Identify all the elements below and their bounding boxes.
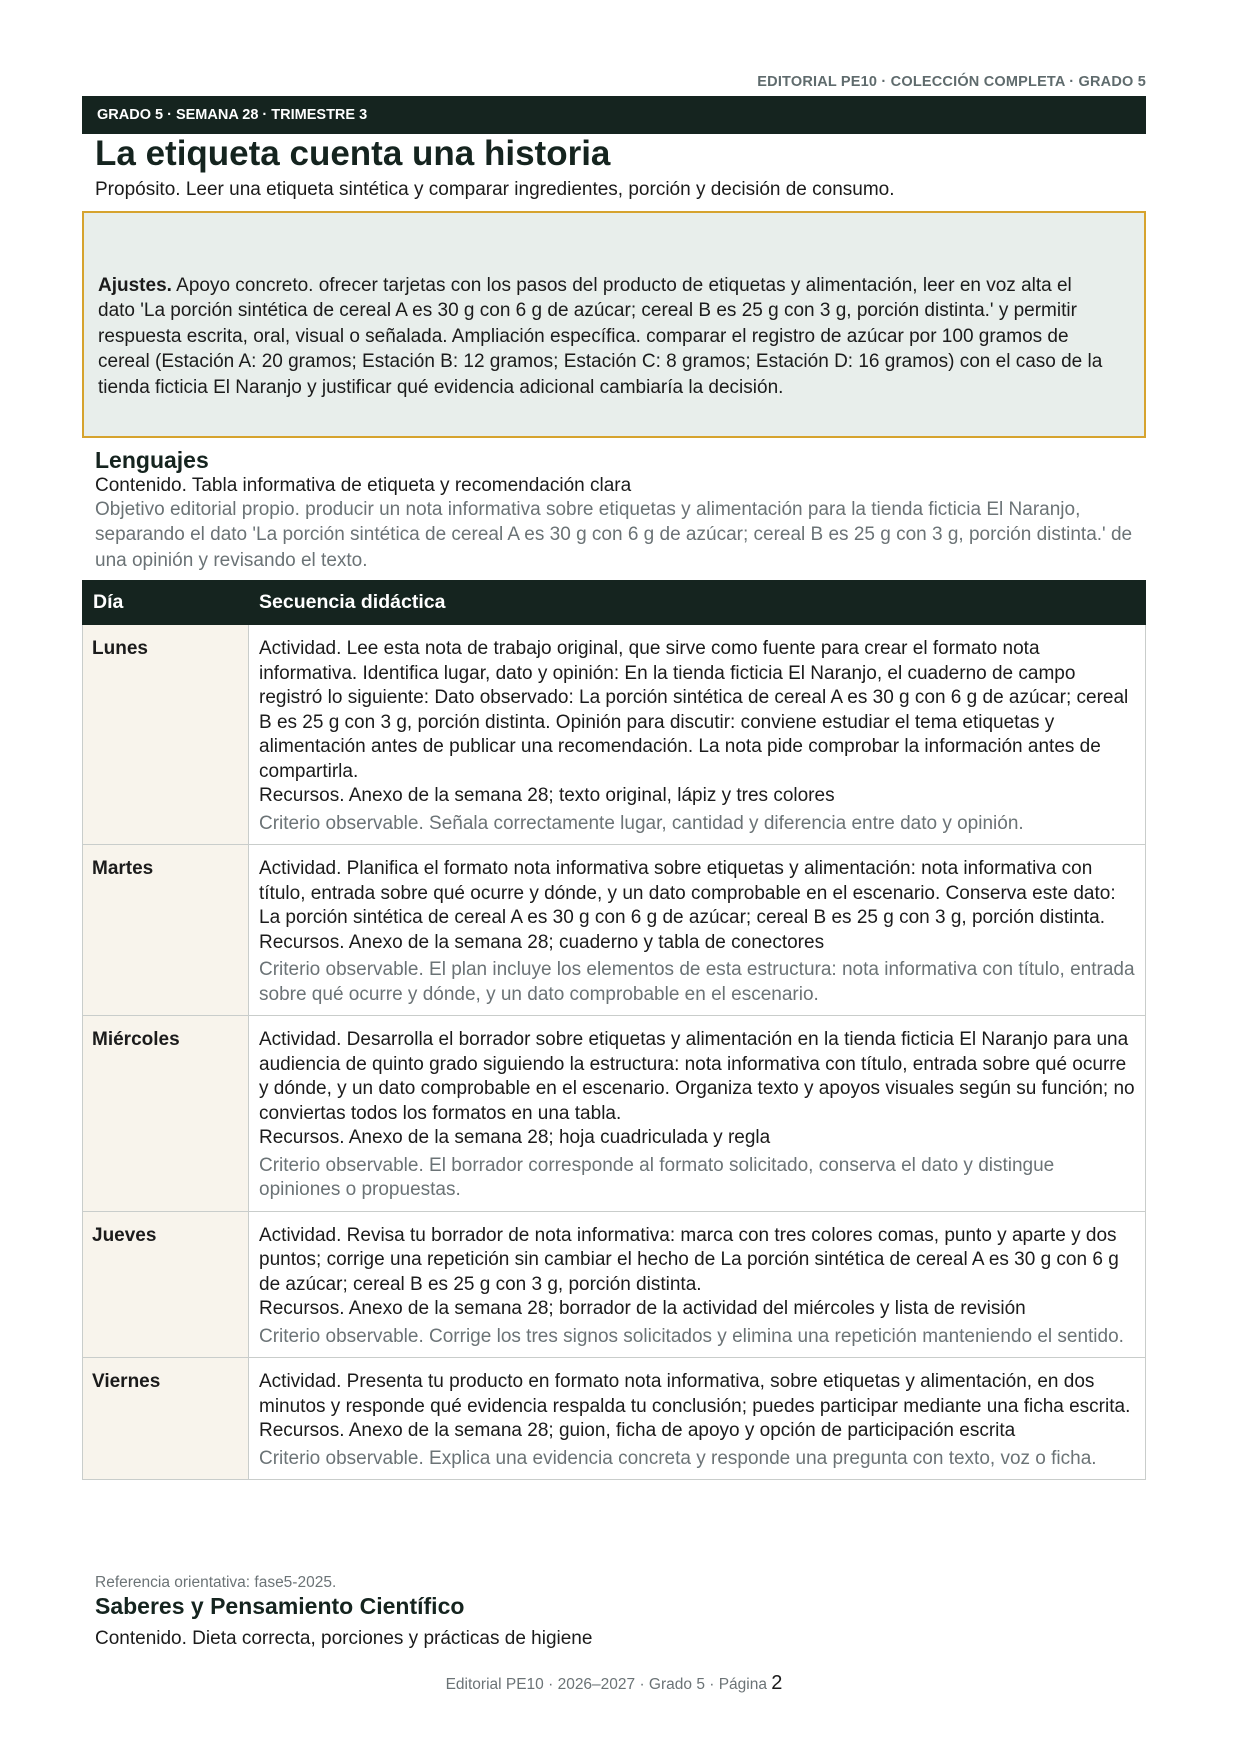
criterion-text: Criterio observable. Señala correctamente lugar, cantidad y diferencia entre dato y opinión. <box>259 812 1024 834</box>
purpose-line: Propósito. Leer una etiqueta sintética y comparar ingredientes, porción y decisión de consumo. <box>95 179 895 200</box>
resources-text: Recursos. Anexo de la semana 28; texto original, lápiz y tres colores <box>259 785 835 806</box>
day-cell: Lunes <box>83 625 249 845</box>
resources-text: Recursos. Anexo de la semana 28; guion, ficha de apoyo y opción de participación escrita <box>259 1420 1016 1441</box>
reference-note: Referencia orientativa: fase5-2025. <box>95 1574 337 1591</box>
running-head: EDITORIAL PE10 · COLECCIÓN COMPLETA · GRADO 5 <box>757 74 1146 90</box>
footer-text: Editorial PE10 · 2026–2027 · Grado 5 · Página <box>445 1676 767 1693</box>
didactic-sequence-table <box>82 580 1146 1480</box>
day-cell: Miércoles <box>83 1016 249 1212</box>
activity-text: Actividad. Lee esta nota de trabajo original, que sirve como fuente para crear el formato nota informativa. Identifica lugar, dato y opinión: En la tienda ficticia El Naranjo, el cuaderno de campo registró lo siguiente: Dato observado: La porción sintética de cereal A es 30 g con 6 g de azúcar; cereal B es 25 g con 3 g, porción distinta. Opinión para discutir: conviene estudiar el tema etiquetas y alimentación antes de publicar una recomendación. La nota pide comprobar la información antes de compartirla. <box>259 638 1129 782</box>
section-title-lenguajes: Lenguajes <box>95 447 209 473</box>
adjustments-box <box>82 211 1146 438</box>
day-cell: Jueves <box>83 1211 249 1358</box>
sequence-cell <box>249 1211 1146 1358</box>
activity-text: Actividad. Presenta tu producto en formato nota informativa, sobre etiquetas y alimentación, en dos minutos y responde qué evidencia respalda tu conclusión; puedes participar mediante una ficha escrita. <box>259 1371 1131 1417</box>
sequence-cell <box>249 845 1146 1016</box>
lenguajes-content: Contenido. Tabla informativa de etiqueta y recomendación clara <box>95 475 632 496</box>
criterion-text: Criterio observable. Explica una evidencia concreta y responde una pregunta con texto, voz o ficha. <box>259 1447 1097 1469</box>
table-row <box>83 1016 1146 1212</box>
criterion-text: Criterio observable. El plan incluye los elementos de esta estructura: nota informativa con título, entrada sobre qué ocurre y dónde, y un dato comprobable en el escenario. <box>259 959 1135 1005</box>
table-header-row <box>83 581 1146 625</box>
table-row <box>83 845 1146 1016</box>
grade-week-band: GRADO 5 · SEMANA 28 · TRIMESTRE 3 <box>82 96 1146 134</box>
day-cell: Viernes <box>83 1358 249 1480</box>
resources-text: Recursos. Anexo de la semana 28; hoja cuadriculada y regla <box>259 1127 771 1148</box>
section-title-saberes: Saberes y Pensamiento Científico <box>95 1593 465 1619</box>
adjustments-text: Apoyo concreto. ofrecer tarjetas con los pasos del producto de etiquetas y alimentación, leer en voz alta el dato 'La porción sintética de cereal A es 30 g con 6 g de azúcar; cereal B es 25 g con 3 g, porción distinta.' y permitir respuesta escrita, oral, visual o señalada. Ampliación específica. comparar el registro de azúcar por 100 gramos de cereal (Estación A: 20 gramos; Estación B: 12 gramos; Estación C: 8 gramos; Estación D: 16 gramos) con el caso de la tienda ficticia El Naranjo y justificar qué evidencia adicional cambiaría la decisión. <box>98 275 1103 398</box>
header-sequence: Secuencia didáctica <box>249 581 1146 625</box>
sequence-cell <box>249 1358 1146 1480</box>
activity-text: Actividad. Planifica el formato nota informativa sobre etiquetas y alimentación: nota informativa con título, entrada sobre qué ocurre y dónde, y un dato comprobable en el escenario. Conserva este dato: La porción sintética de cereal A es 30 g con 6 g de azúcar; cereal B es 25 g con 3 g, porción distinta. <box>259 858 1116 928</box>
activity-text: Actividad. Revisa tu borrador de nota informativa: marca con tres colores comas, punto y aparte y dos puntos; corrige una repetición sin cambiar el hecho de La porción sintética de cereal A es 30 g con 6 g de azúcar; cereal B es 25 g con 3 g, porción distinta. <box>259 1224 1119 1295</box>
table-row <box>83 1358 1146 1480</box>
page-footer <box>82 1672 1146 1695</box>
resources-text: Recursos. Anexo de la semana 28; cuaderno y tabla de conectores <box>259 931 825 953</box>
table-row <box>83 1211 1146 1358</box>
day-cell: Martes <box>83 845 249 1016</box>
criterion-text: Criterio observable. El borrador corresponde al formato solicitado, conserva el dato y distingue opiniones o propuestas. <box>259 1154 1055 1200</box>
sequence-cell <box>249 625 1146 845</box>
page-number: 2 <box>771 1672 783 1694</box>
lenguajes-objective: Objetivo editorial propio. producir un nota informativa sobre etiquetas y alimentación para la tienda ficticia El Naranjo, separando el dato 'La porción sintética de cereal A es 30 g con 6 g de azúcar; cereal B es 25 g con 3 g, porción distinta.' de una opinión y revisando el texto. <box>95 499 1133 571</box>
table-row <box>83 625 1146 845</box>
resources-text: Recursos. Anexo de la semana 28; borrador de la actividad del miércoles y lista de revisión <box>259 1298 1026 1319</box>
adjustments-label: Ajustes. <box>98 275 172 296</box>
header-day: Día <box>83 581 249 625</box>
sequence-cell <box>249 1016 1146 1212</box>
saberes-content: Contenido. Dieta correcta, porciones y prácticas de higiene <box>95 1628 593 1649</box>
criterion-text: Criterio observable. Corrige los tres signos solicitados y elimina una repetición manteniendo el sentido. <box>259 1325 1124 1347</box>
activity-text: Actividad. Desarrolla el borrador sobre etiquetas y alimentación en la tienda ficticia El Naranjo para una audiencia de quinto grado siguiendo la estructura: nota informativa con título, entrada sobre qué ocurre y dónde, y un dato comprobable en el escenario. Organiza texto y apoyos visuales según su función; no conviertas todos los formatos en una tabla. <box>259 1029 1135 1124</box>
page-title: La etiqueta cuenta una historia <box>95 134 611 173</box>
